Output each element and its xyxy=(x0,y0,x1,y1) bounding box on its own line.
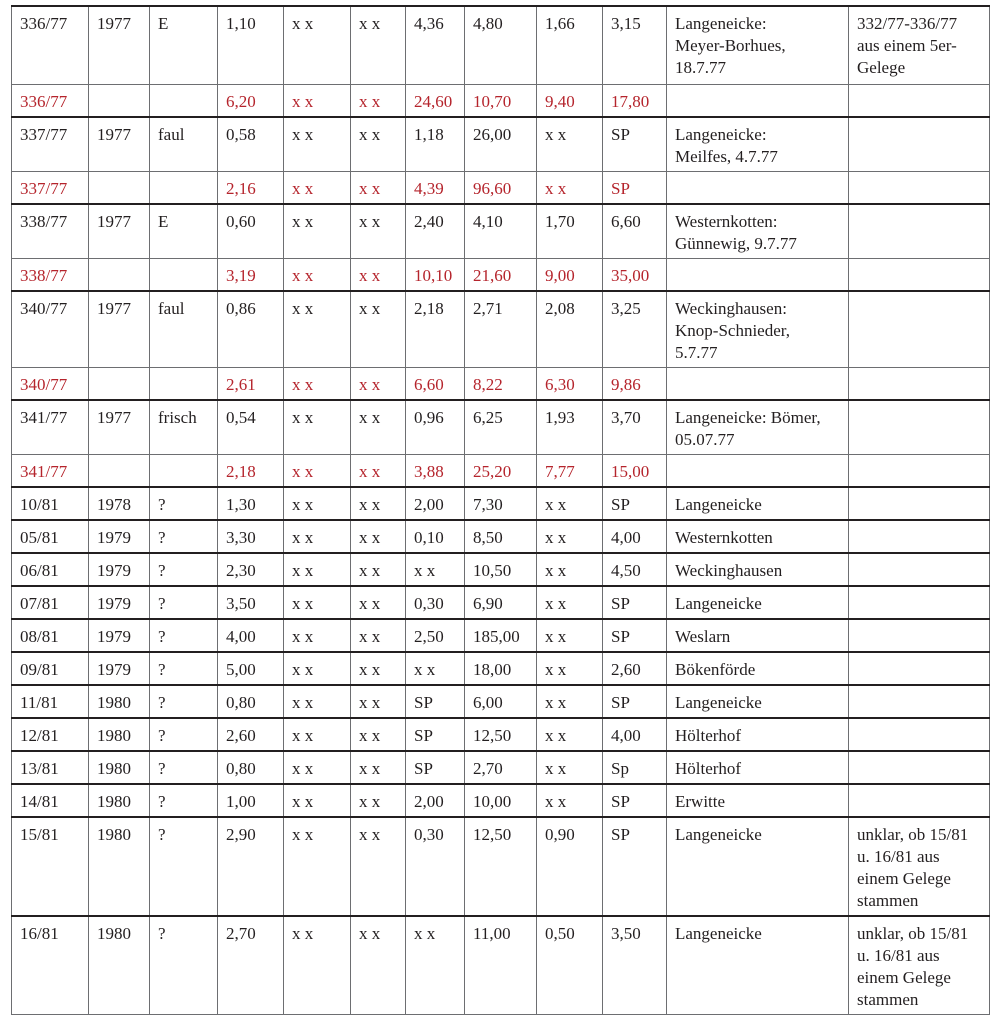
cell-remark xyxy=(849,117,990,172)
cell-value-1: 2,16 xyxy=(218,171,284,204)
cell-value-1: 4,00 xyxy=(218,619,284,652)
cell-value-2: x x xyxy=(284,586,351,619)
cell-value-2: x x xyxy=(284,84,351,117)
cell-year: 1980 xyxy=(89,685,150,718)
cell-value-4: 0,96 xyxy=(406,400,465,455)
cell-value-6: x x xyxy=(537,586,603,619)
cell-value-5: 12,50 xyxy=(465,718,537,751)
cell-value-3: x x xyxy=(351,291,406,368)
table-row xyxy=(12,291,990,368)
cell-location: Bökenförde xyxy=(667,652,849,685)
cell-value-7: SP xyxy=(603,117,667,172)
cell-state: ? xyxy=(150,718,218,751)
cell-sample-id: 06/81 xyxy=(12,553,89,586)
cell-value-3: x x xyxy=(351,117,406,172)
cell-value-5: 4,80 xyxy=(465,6,537,84)
table-row xyxy=(12,520,990,553)
cell-value-7: SP xyxy=(603,685,667,718)
cell-sample-id: 09/81 xyxy=(12,652,89,685)
cell-state: ? xyxy=(150,751,218,784)
table-row xyxy=(12,916,990,1015)
cell-state: faul xyxy=(150,117,218,172)
cell-value-3: x x xyxy=(351,784,406,817)
cell-sample-id: 341/77 xyxy=(12,400,89,455)
cell-sample-id: 08/81 xyxy=(12,619,89,652)
cell-value-7: SP xyxy=(603,817,667,916)
cell-value-3: x x xyxy=(351,718,406,751)
cell-location: Weslarn xyxy=(667,619,849,652)
cell-value-1: 2,60 xyxy=(218,718,284,751)
cell-remark xyxy=(849,291,990,368)
table-row xyxy=(12,204,990,259)
cell-state: E xyxy=(150,6,218,84)
cell-value-6: x x xyxy=(537,619,603,652)
cell-value-5: 7,30 xyxy=(465,487,537,520)
cell-value-5: 12,50 xyxy=(465,817,537,916)
cell-value-1: 0,58 xyxy=(218,117,284,172)
cell-value-5: 8,22 xyxy=(465,367,537,400)
cell-value-2: x x xyxy=(284,685,351,718)
cell-year: 1977 xyxy=(89,6,150,84)
cell-sample-id: 340/77 xyxy=(12,367,89,400)
cell-year: 1980 xyxy=(89,784,150,817)
cell-location: Westernkotten xyxy=(667,520,849,553)
table-row xyxy=(12,619,990,652)
cell-value-3: x x xyxy=(351,817,406,916)
cell-value-6: 1,66 xyxy=(537,6,603,84)
cell-value-3: x x xyxy=(351,916,406,1015)
cell-sample-id: 10/81 xyxy=(12,487,89,520)
cell-value-3: x x xyxy=(351,400,406,455)
cell-remark: unklar, ob 15/81 u. 16/81 aus einem Gelege stammen xyxy=(849,817,990,916)
cell-sample-id: 338/77 xyxy=(12,258,89,291)
cell-state: ? xyxy=(150,553,218,586)
cell-value-2: x x xyxy=(284,553,351,586)
cell-state: ? xyxy=(150,916,218,1015)
cell-remark xyxy=(849,751,990,784)
cell-value-7: 6,60 xyxy=(603,204,667,259)
cell-location xyxy=(667,367,849,400)
cell-year: 1977 xyxy=(89,400,150,455)
cell-value-6: 0,90 xyxy=(537,817,603,916)
cell-value-6: x x xyxy=(537,117,603,172)
cell-value-4: x x xyxy=(406,916,465,1015)
cell-value-5: 6,25 xyxy=(465,400,537,455)
cell-value-6: 6,30 xyxy=(537,367,603,400)
cell-value-5: 10,70 xyxy=(465,84,537,117)
cell-value-2: x x xyxy=(284,718,351,751)
cell-value-4: 10,10 xyxy=(406,258,465,291)
cell-value-7: SP xyxy=(603,171,667,204)
table-row xyxy=(12,718,990,751)
cell-value-6: x x xyxy=(537,652,603,685)
cell-sample-id: 340/77 xyxy=(12,291,89,368)
cell-year xyxy=(89,84,150,117)
cell-year: 1979 xyxy=(89,520,150,553)
cell-year: 1980 xyxy=(89,718,150,751)
cell-remark xyxy=(849,400,990,455)
cell-value-6: x x xyxy=(537,685,603,718)
cell-value-5: 8,50 xyxy=(465,520,537,553)
cell-state: ? xyxy=(150,652,218,685)
cell-state: E xyxy=(150,204,218,259)
table-row xyxy=(12,6,990,84)
cell-value-5: 2,70 xyxy=(465,751,537,784)
cell-year: 1978 xyxy=(89,487,150,520)
table-row-converted xyxy=(12,367,990,400)
cell-year: 1979 xyxy=(89,586,150,619)
cell-value-1: 0,80 xyxy=(218,685,284,718)
cell-value-6: x x xyxy=(537,171,603,204)
cell-remark xyxy=(849,586,990,619)
cell-value-5: 185,00 xyxy=(465,619,537,652)
cell-value-6: x x xyxy=(537,718,603,751)
data-table xyxy=(11,5,990,1015)
table-row-converted xyxy=(12,171,990,204)
cell-value-4: 2,00 xyxy=(406,784,465,817)
cell-value-2: x x xyxy=(284,291,351,368)
cell-sample-id: 12/81 xyxy=(12,718,89,751)
cell-sample-id: 05/81 xyxy=(12,520,89,553)
table-row xyxy=(12,487,990,520)
cell-state: ? xyxy=(150,487,218,520)
cell-value-7: Sp xyxy=(603,751,667,784)
cell-value-6: 7,77 xyxy=(537,454,603,487)
cell-value-5: 10,50 xyxy=(465,553,537,586)
cell-state xyxy=(150,84,218,117)
cell-value-7: 17,80 xyxy=(603,84,667,117)
cell-value-3: x x xyxy=(351,454,406,487)
cell-value-5: 6,90 xyxy=(465,586,537,619)
cell-year xyxy=(89,367,150,400)
cell-remark xyxy=(849,204,990,259)
cell-state: ? xyxy=(150,817,218,916)
cell-value-1: 0,86 xyxy=(218,291,284,368)
cell-value-1: 3,19 xyxy=(218,258,284,291)
cell-sample-id: 336/77 xyxy=(12,6,89,84)
cell-location: Langeneicke xyxy=(667,487,849,520)
cell-value-3: x x xyxy=(351,487,406,520)
cell-location: Erwitte xyxy=(667,784,849,817)
cell-value-2: x x xyxy=(284,204,351,259)
cell-value-5: 10,00 xyxy=(465,784,537,817)
cell-value-4: x x xyxy=(406,652,465,685)
cell-sample-id: 337/77 xyxy=(12,171,89,204)
cell-value-2: x x xyxy=(284,171,351,204)
cell-value-2: x x xyxy=(284,784,351,817)
cell-value-4: 4,36 xyxy=(406,6,465,84)
cell-value-5: 11,00 xyxy=(465,916,537,1015)
cell-value-1: 1,10 xyxy=(218,6,284,84)
cell-value-6: 9,40 xyxy=(537,84,603,117)
cell-value-3: x x xyxy=(351,367,406,400)
cell-value-1: 2,61 xyxy=(218,367,284,400)
cell-state xyxy=(150,367,218,400)
table-row-converted xyxy=(12,258,990,291)
cell-remark: unklar, ob 15/81 u. 16/81 aus einem Gelege stammen xyxy=(849,916,990,1015)
cell-sample-id: 338/77 xyxy=(12,204,89,259)
cell-value-1: 5,00 xyxy=(218,652,284,685)
cell-value-3: x x xyxy=(351,204,406,259)
cell-value-3: x x xyxy=(351,685,406,718)
cell-value-4: SP xyxy=(406,751,465,784)
table-row xyxy=(12,652,990,685)
cell-value-3: x x xyxy=(351,84,406,117)
cell-value-3: x x xyxy=(351,553,406,586)
cell-state: ? xyxy=(150,619,218,652)
cell-year: 1980 xyxy=(89,751,150,784)
cell-value-2: x x xyxy=(284,454,351,487)
cell-value-5: 2,71 xyxy=(465,291,537,368)
cell-value-4: 1,18 xyxy=(406,117,465,172)
cell-value-4: 6,60 xyxy=(406,367,465,400)
cell-value-7: 35,00 xyxy=(603,258,667,291)
cell-value-6: x x xyxy=(537,487,603,520)
cell-state: ? xyxy=(150,784,218,817)
cell-value-3: x x xyxy=(351,6,406,84)
cell-value-3: x x xyxy=(351,171,406,204)
cell-location: Hölterhof xyxy=(667,718,849,751)
cell-value-5: 18,00 xyxy=(465,652,537,685)
cell-value-2: x x xyxy=(284,258,351,291)
cell-value-3: x x xyxy=(351,258,406,291)
cell-value-7: 4,00 xyxy=(603,520,667,553)
cell-remark xyxy=(849,520,990,553)
cell-value-2: x x xyxy=(284,117,351,172)
cell-value-1: 2,18 xyxy=(218,454,284,487)
cell-value-7: 9,86 xyxy=(603,367,667,400)
cell-value-7: SP xyxy=(603,784,667,817)
cell-value-4: 3,88 xyxy=(406,454,465,487)
cell-value-5: 96,60 xyxy=(465,171,537,204)
cell-state xyxy=(150,171,218,204)
cell-year xyxy=(89,171,150,204)
cell-year: 1977 xyxy=(89,117,150,172)
cell-remark xyxy=(849,685,990,718)
cell-value-7: 4,00 xyxy=(603,718,667,751)
cell-value-7: 3,15 xyxy=(603,6,667,84)
cell-value-2: x x xyxy=(284,520,351,553)
cell-location: Westernkotten: Günnewig, 9.7.77 xyxy=(667,204,849,259)
table-row-converted xyxy=(12,84,990,117)
cell-value-5: 26,00 xyxy=(465,117,537,172)
cell-value-3: x x xyxy=(351,586,406,619)
cell-value-4: x x xyxy=(406,553,465,586)
cell-location xyxy=(667,171,849,204)
cell-sample-id: 336/77 xyxy=(12,84,89,117)
table-row xyxy=(12,751,990,784)
cell-sample-id: 11/81 xyxy=(12,685,89,718)
cell-sample-id: 13/81 xyxy=(12,751,89,784)
cell-value-7: 3,25 xyxy=(603,291,667,368)
cell-year xyxy=(89,454,150,487)
table-body xyxy=(12,6,990,1014)
table-row xyxy=(12,400,990,455)
cell-value-2: x x xyxy=(284,487,351,520)
cell-sample-id: 16/81 xyxy=(12,916,89,1015)
cell-year: 1977 xyxy=(89,291,150,368)
cell-state xyxy=(150,454,218,487)
cell-value-3: x x xyxy=(351,520,406,553)
cell-value-2: x x xyxy=(284,619,351,652)
cell-year: 1980 xyxy=(89,817,150,916)
cell-value-4: 24,60 xyxy=(406,84,465,117)
cell-value-4: 0,30 xyxy=(406,586,465,619)
cell-value-3: x x xyxy=(351,652,406,685)
cell-sample-id: 341/77 xyxy=(12,454,89,487)
cell-value-1: 3,50 xyxy=(218,586,284,619)
cell-value-4: 2,00 xyxy=(406,487,465,520)
cell-sample-id: 14/81 xyxy=(12,784,89,817)
cell-value-7: 2,60 xyxy=(603,652,667,685)
cell-remark: 332/77-336/77 aus einem 5er- Gelege xyxy=(849,6,990,84)
cell-value-1: 0,54 xyxy=(218,400,284,455)
cell-location: Langeneicke: Bömer, 05.07.77 xyxy=(667,400,849,455)
cell-value-1: 1,30 xyxy=(218,487,284,520)
cell-state: frisch xyxy=(150,400,218,455)
cell-remark xyxy=(849,718,990,751)
cell-value-4: SP xyxy=(406,685,465,718)
cell-value-7: SP xyxy=(603,619,667,652)
cell-year: 1979 xyxy=(89,553,150,586)
cell-year: 1980 xyxy=(89,916,150,1015)
cell-value-4: 0,10 xyxy=(406,520,465,553)
cell-value-6: 9,00 xyxy=(537,258,603,291)
cell-value-2: x x xyxy=(284,400,351,455)
cell-value-6: 0,50 xyxy=(537,916,603,1015)
cell-remark xyxy=(849,553,990,586)
cell-state: ? xyxy=(150,586,218,619)
cell-location: Weckinghausen: Knop-Schnieder, 5.7.77 xyxy=(667,291,849,368)
cell-value-2: x x xyxy=(284,817,351,916)
cell-remark xyxy=(849,367,990,400)
cell-value-7: 3,50 xyxy=(603,916,667,1015)
cell-sample-id: 337/77 xyxy=(12,117,89,172)
cell-remark xyxy=(849,454,990,487)
table-row xyxy=(12,553,990,586)
cell-value-4: 2,40 xyxy=(406,204,465,259)
cell-value-1: 0,60 xyxy=(218,204,284,259)
cell-remark xyxy=(849,619,990,652)
cell-value-7: SP xyxy=(603,586,667,619)
cell-year: 1977 xyxy=(89,204,150,259)
cell-value-6: x x xyxy=(537,553,603,586)
cell-location: Weckinghausen xyxy=(667,553,849,586)
table-row xyxy=(12,586,990,619)
cell-remark xyxy=(849,171,990,204)
cell-value-2: x x xyxy=(284,367,351,400)
cell-location xyxy=(667,258,849,291)
cell-value-6: x x xyxy=(537,520,603,553)
cell-year: 1979 xyxy=(89,652,150,685)
cell-value-5: 6,00 xyxy=(465,685,537,718)
cell-value-2: x x xyxy=(284,652,351,685)
cell-location: Langeneicke: Meilfes, 4.7.77 xyxy=(667,117,849,172)
cell-value-5: 25,20 xyxy=(465,454,537,487)
table-row xyxy=(12,117,990,172)
table-row-converted xyxy=(12,454,990,487)
cell-value-4: 2,18 xyxy=(406,291,465,368)
cell-value-6: x x xyxy=(537,784,603,817)
cell-year: 1979 xyxy=(89,619,150,652)
cell-value-1: 2,90 xyxy=(218,817,284,916)
cell-location: Langeneicke xyxy=(667,817,849,916)
cell-state: ? xyxy=(150,520,218,553)
cell-location: Langeneicke: Meyer-Borhues, 18.7.77 xyxy=(667,6,849,84)
cell-value-7: SP xyxy=(603,487,667,520)
cell-value-1: 0,80 xyxy=(218,751,284,784)
cell-remark xyxy=(849,84,990,117)
cell-year xyxy=(89,258,150,291)
cell-state xyxy=(150,258,218,291)
cell-value-5: 4,10 xyxy=(465,204,537,259)
cell-value-2: x x xyxy=(284,751,351,784)
cell-location xyxy=(667,454,849,487)
table-row xyxy=(12,784,990,817)
cell-value-1: 3,30 xyxy=(218,520,284,553)
cell-state: faul xyxy=(150,291,218,368)
table-row xyxy=(12,685,990,718)
cell-value-6: 1,70 xyxy=(537,204,603,259)
cell-value-3: x x xyxy=(351,751,406,784)
cell-location: Langeneicke xyxy=(667,685,849,718)
cell-value-4: 2,50 xyxy=(406,619,465,652)
cell-location: Hölterhof xyxy=(667,751,849,784)
cell-value-6: x x xyxy=(537,751,603,784)
cell-value-7: 3,70 xyxy=(603,400,667,455)
cell-location: Langeneicke xyxy=(667,586,849,619)
cell-remark xyxy=(849,487,990,520)
cell-value-2: x x xyxy=(284,6,351,84)
cell-value-3: x x xyxy=(351,619,406,652)
cell-value-7: 4,50 xyxy=(603,553,667,586)
cell-location: Langeneicke xyxy=(667,916,849,1015)
table-row xyxy=(12,817,990,916)
cell-value-4: SP xyxy=(406,718,465,751)
cell-value-1: 2,70 xyxy=(218,916,284,1015)
cell-location xyxy=(667,84,849,117)
cell-sample-id: 15/81 xyxy=(12,817,89,916)
cell-value-7: 15,00 xyxy=(603,454,667,487)
cell-value-6: 1,93 xyxy=(537,400,603,455)
cell-value-6: 2,08 xyxy=(537,291,603,368)
cell-remark xyxy=(849,652,990,685)
cell-value-4: 0,30 xyxy=(406,817,465,916)
cell-value-4: 4,39 xyxy=(406,171,465,204)
cell-value-1: 6,20 xyxy=(218,84,284,117)
cell-sample-id: 07/81 xyxy=(12,586,89,619)
cell-value-1: 2,30 xyxy=(218,553,284,586)
cell-value-5: 21,60 xyxy=(465,258,537,291)
cell-value-2: x x xyxy=(284,916,351,1015)
cell-state: ? xyxy=(150,685,218,718)
cell-remark xyxy=(849,258,990,291)
cell-value-1: 1,00 xyxy=(218,784,284,817)
cell-remark xyxy=(849,784,990,817)
